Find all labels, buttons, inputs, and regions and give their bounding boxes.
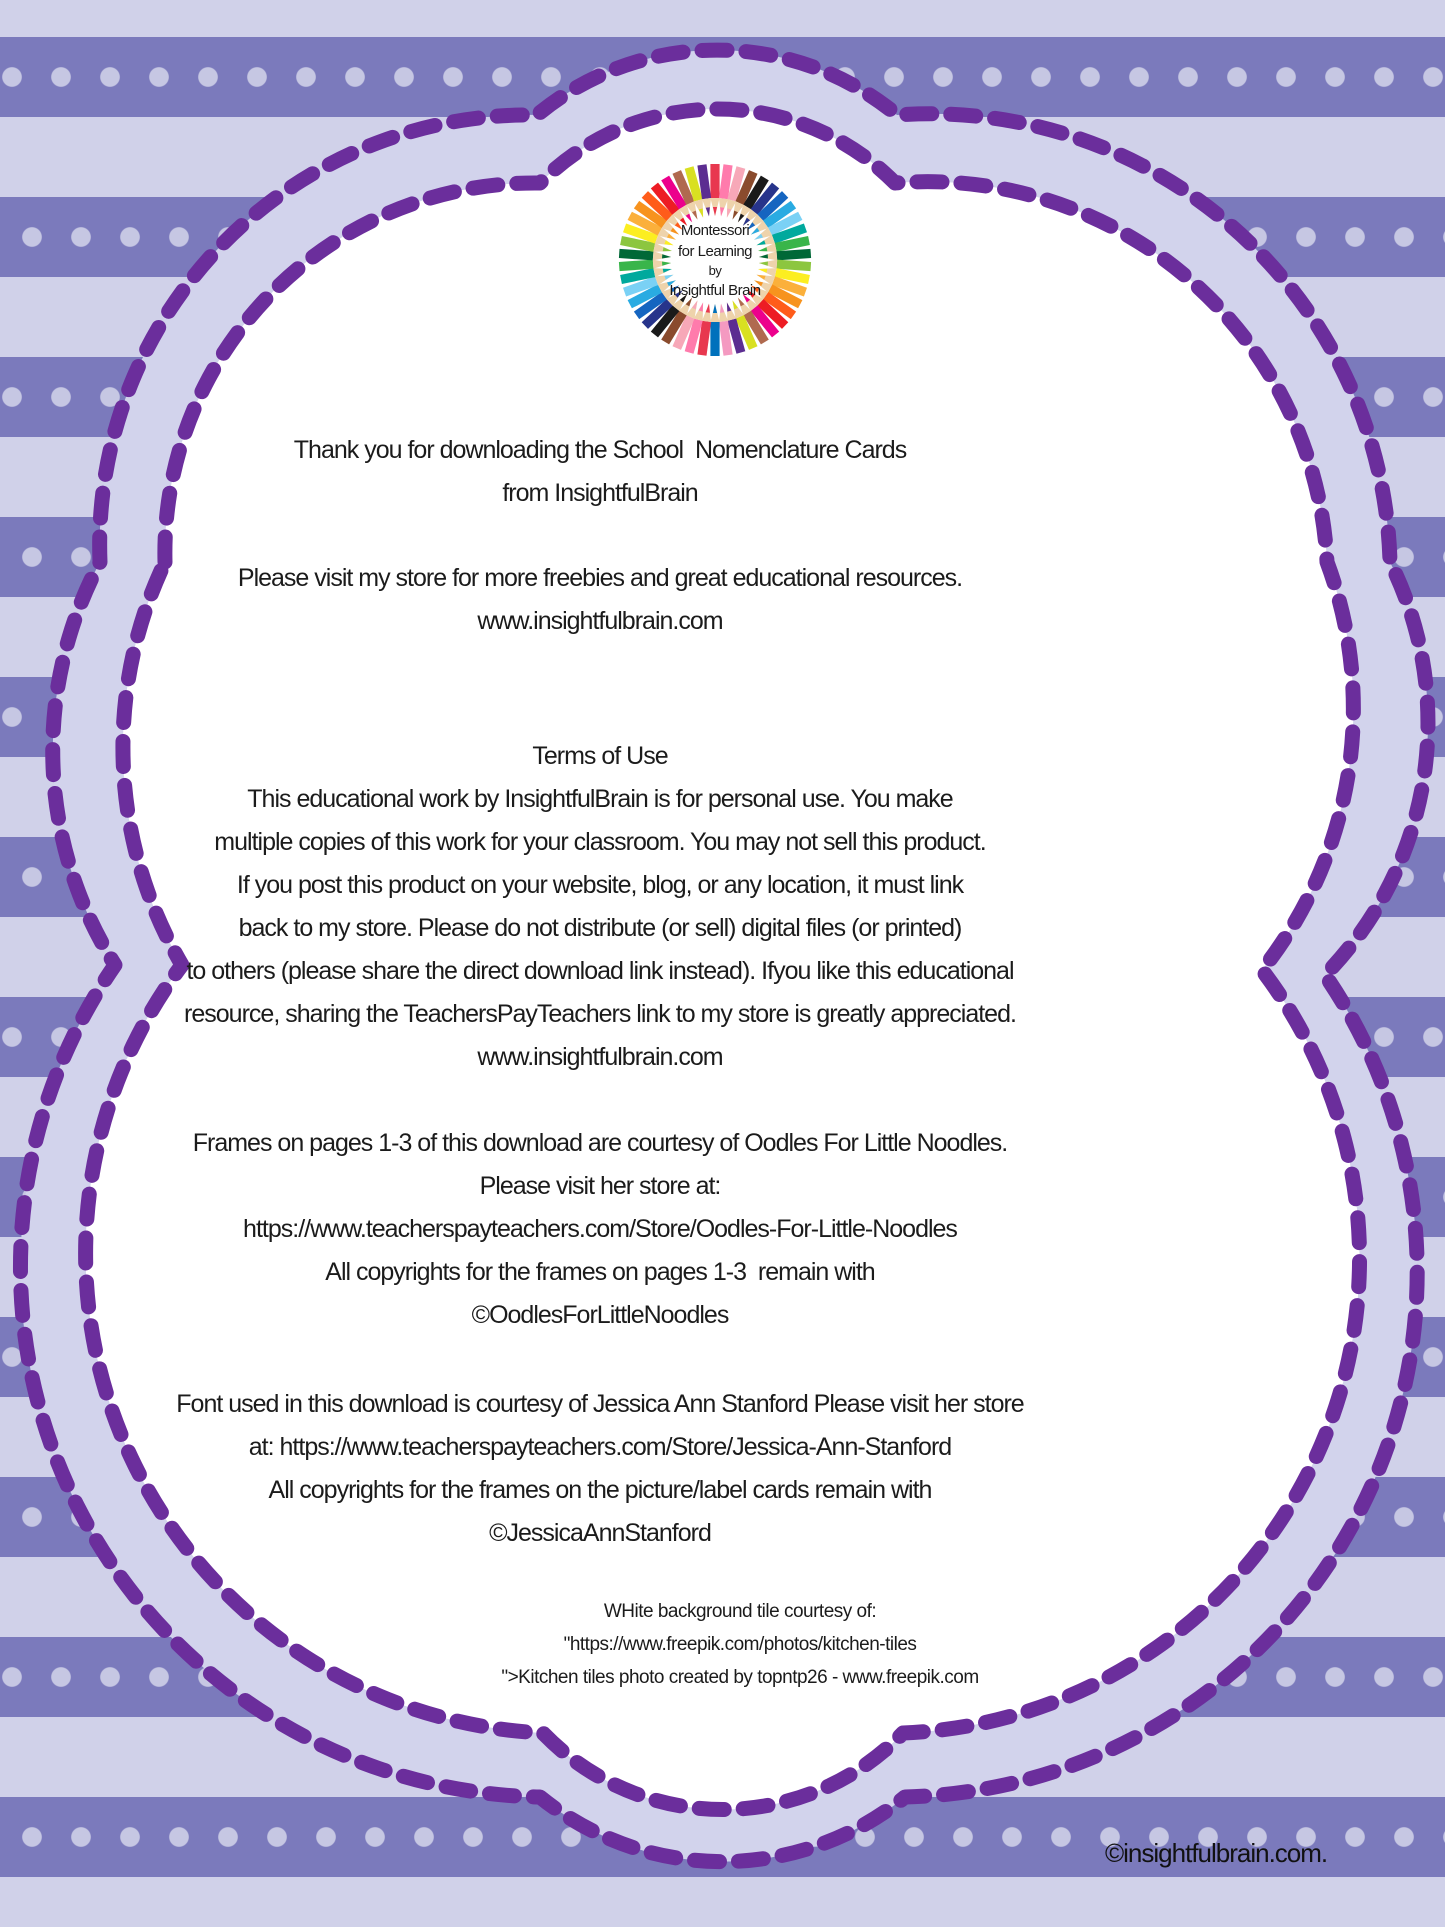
intro-line: Thank you for downloading the School Nomenclature Cards [293, 436, 907, 464]
store-url: www.insightfulbrain.com [477, 607, 723, 635]
logo-line: for Learning [677, 242, 753, 260]
terms-line: back to my store. Please do not distribute (or sell) digital files (or printed) [238, 914, 962, 942]
tile-credit-line: ">Kitchen tiles photo created by topntp26 - www.freepik.com [501, 1667, 979, 1688]
logo-line: Insightful Brain [669, 281, 761, 299]
font-credit-line: Font used in this download is courtesy of Jessica Ann Stanford Please visit her store [176, 1390, 1024, 1418]
frames-credit-url: https://www.teacherspayteachers.com/Store/Oodles-For-Little-Noodles [243, 1215, 957, 1243]
tile-credit-url: "https://www.freepik.com/photos/kitchen-tiles [563, 1634, 917, 1655]
frames-credit-line: Frames on pages 1-3 of this download are courtesy of Oodles For Little Noodles. [192, 1129, 1008, 1157]
intro-line: from InsightfulBrain [502, 479, 698, 507]
terms-title: Terms of Use [532, 742, 668, 770]
frames-credit-line: Please visit her store at: [479, 1172, 721, 1200]
terms-line: resource, sharing the TeachersPayTeachers link to my store is greatly appreciated. [184, 1000, 1016, 1028]
font-credit-copyright: ©JessicaAnnStanford [489, 1519, 711, 1547]
insightful-brain-logo [615, 160, 815, 360]
font-credit-block [0, 1383, 1200, 1555]
tile-credit-block [140, 1595, 1340, 1694]
frames-credit-line: All copyrights for the frames on pages 1-3 remain with [325, 1258, 875, 1286]
store-line: Please visit my store for more freebies and great educational resources. [237, 564, 963, 592]
logo-line: Montessori [680, 221, 750, 239]
page-copyright: ©insightfulbrain.com. [1105, 1838, 1328, 1868]
terms-url: www.insightfulbrain.com [477, 1043, 723, 1071]
terms-of-use-block [0, 735, 1200, 1079]
font-credit-url: at: https://www.teacherspayteachers.com/Store/Jessica-Ann-Stanford [248, 1433, 952, 1461]
font-credit-line: All copyrights for the frames on the picture/label cards remain with [268, 1476, 932, 1504]
frames-credit-block [0, 1122, 1200, 1337]
logo-line: by [708, 262, 722, 278]
logo-text [615, 160, 815, 360]
tile-credit-line: WHite background tile courtesy of: [603, 1601, 877, 1622]
terms-line: If you post this product on your website, blog, or any location, it must link [236, 871, 964, 899]
frames-credit-copyright: ©OodlesForLittleNoodles [471, 1301, 729, 1329]
terms-line: to others (please share the direct download link instead). Ifyou like this educational [186, 957, 1014, 985]
terms-line: multiple copies of this work for your classroom. You may not sell this product. [214, 828, 986, 856]
store-block [0, 557, 1200, 643]
intro-block [0, 429, 1200, 515]
terms-line: This educational work by InsightfulBrain is for personal use. You make [247, 785, 953, 813]
